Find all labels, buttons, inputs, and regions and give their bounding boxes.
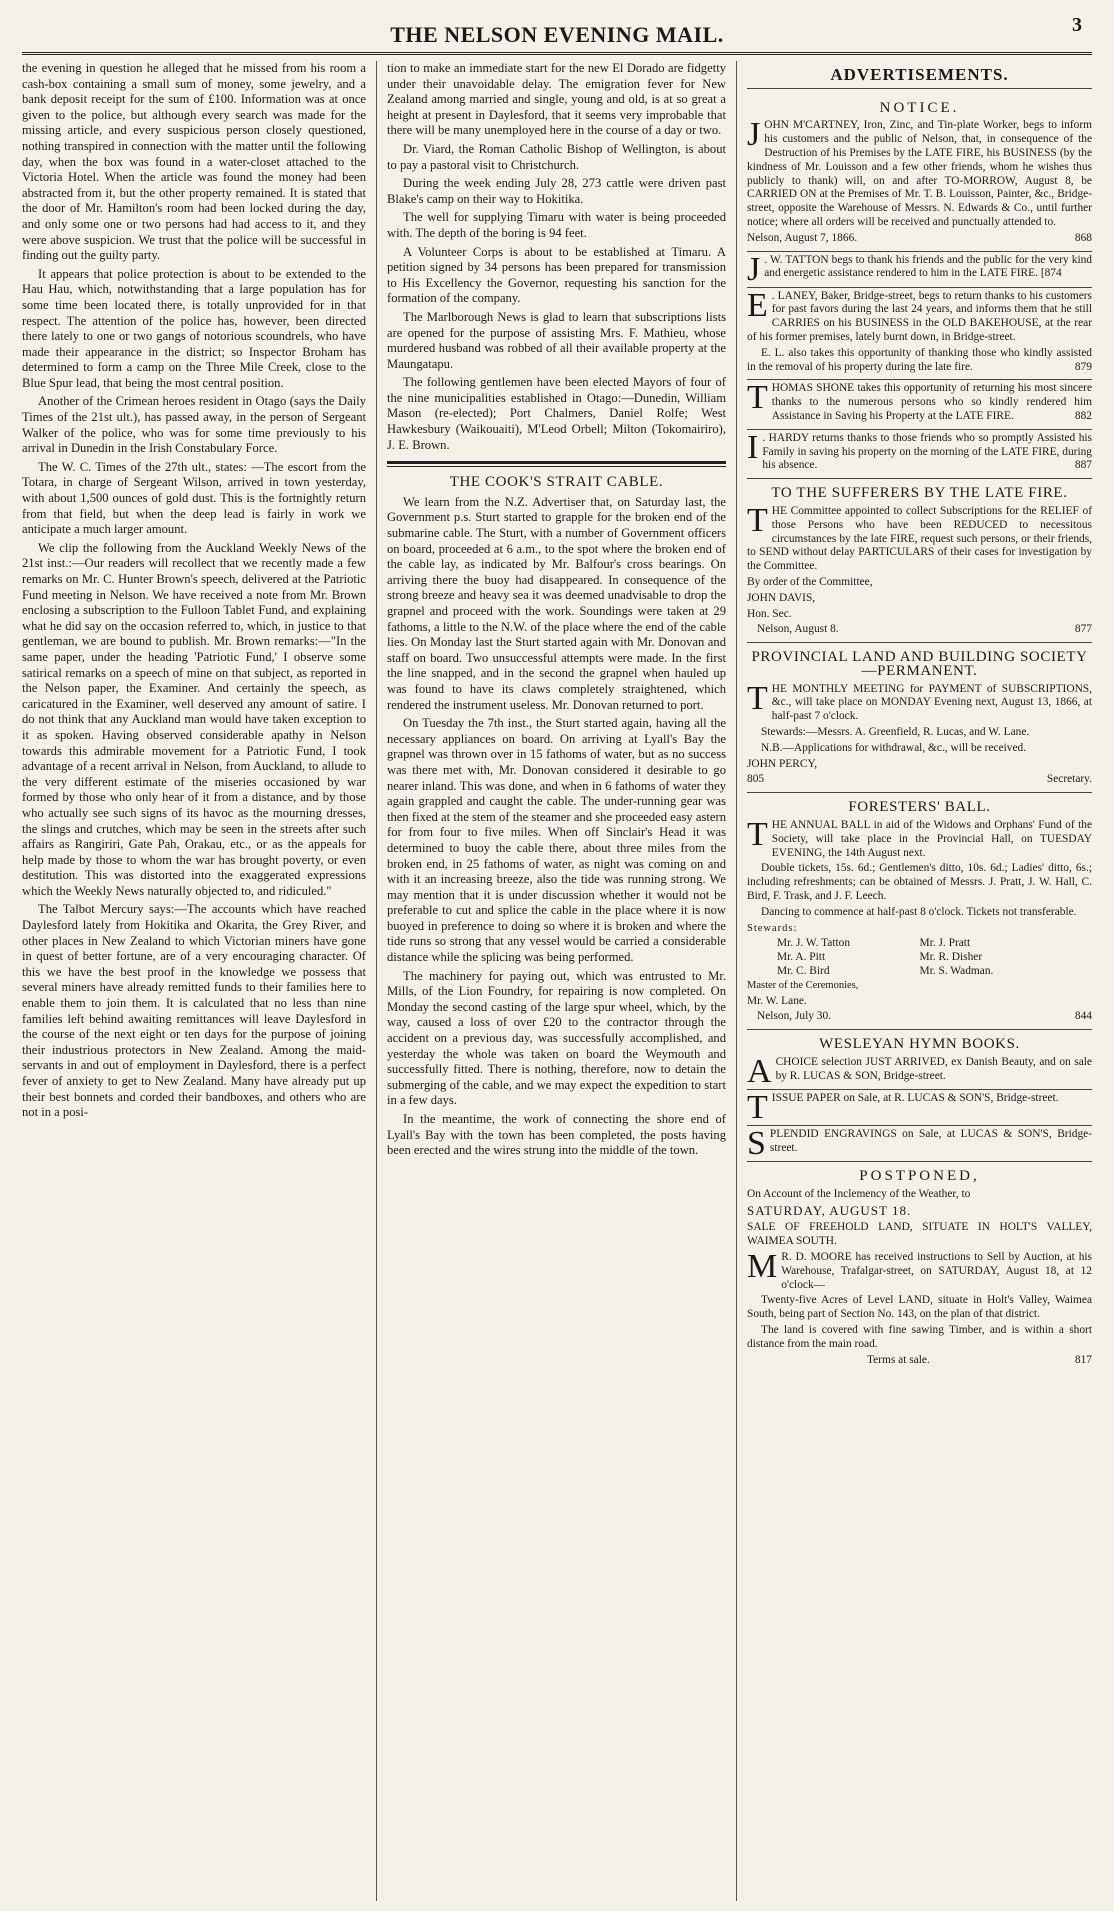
masthead-title: THE NELSON EVENING MAIL. bbox=[390, 22, 724, 47]
ad-number: [874 bbox=[1040, 267, 1062, 280]
ad-engravings bbox=[747, 1126, 1092, 1162]
steward-name: Mr. S. Wadman. bbox=[919, 965, 994, 978]
column-3-advertisements bbox=[737, 61, 1092, 1901]
drop-cap: E bbox=[747, 286, 768, 324]
ad-signature: JOHN PERCY, bbox=[747, 757, 818, 770]
ad-tissue-paper bbox=[747, 1090, 1092, 1126]
ad-heading: PROVINCIAL LAND AND BUILDING SOCIETY—PERMANENT. bbox=[751, 649, 1088, 679]
ad-number: 887 bbox=[1074, 459, 1092, 472]
page-number: 3 bbox=[1072, 14, 1082, 36]
ad-lot: Twenty-five Acres of Level LAND, situate in Holt's Valley, Waimea South, being part of Section No. 143, on the plan of that district. bbox=[747, 1294, 1092, 1321]
ad-text: . LANEY, Baker, Bridge-street, begs to return thanks to his customers for past favors during the last 24 years, and informs them that he still CARRIES on his BUSINESS in the OLD BAKEHOUSE, at the rear of his former premises, lately burnt down, in Bridge-street. bbox=[747, 289, 1092, 343]
ad-role: Hon. Sec. bbox=[747, 607, 792, 620]
ad-subheading: On Account of the Inclemency of the Weather, to bbox=[747, 1187, 971, 1200]
ad-tickets: Double tickets, 15s. 6d.; Gentlemen's ditto, 10s. 6d.; Ladies' ditto, 6s.; including refreshments; can be obtained of Messrs. J. Pratt, J. W. Hall, C. Bird, F. Trask, and J. F. Leech. bbox=[747, 862, 1092, 903]
article-paragraph: The well for supplying Timaru with water is being proceeded with. The depth of the boring is 94 feet. bbox=[387, 210, 726, 240]
drop-cap: A bbox=[747, 1053, 772, 1091]
ad-text: ISSUE PAPER on Sale, at R. LUCAS & SON'S, Bridge-street. bbox=[771, 1092, 1059, 1105]
ad-heading: WESLEYAN HYMN BOOKS. bbox=[819, 1036, 1020, 1053]
ad-stewards: Stewards:—Messrs. A. Greenfield, R. Lucas, and W. Lane. bbox=[761, 726, 1030, 739]
drop-cap: S bbox=[747, 1125, 766, 1163]
drop-cap: I bbox=[747, 428, 759, 466]
article-paragraph: The Talbot Mercury says:—The accounts which have reached Daylesford lately from Hokitika and Okarita, the Grey River, and other places in New Zealand to which Victorian miners have gone in quest of better fortune, are of a very encouraging character. Of this we have the best proof in the knowledge we possess that several miners have already remitted funds to their families here to enable them to join them. It is calculated that no less than nine families left behind awaiting remittances will leave Daylesford in the course of the next eight or ten days for the purpose of joining their industrious protectors in New Zealand. Among the maid-servants in and out of employment in Daylesford, there is a perfect fever of anxiety to get to New Zealand. Many have already put up their best bonnets and corded their bandboxes, and others who are not in a posi- bbox=[22, 902, 366, 1120]
ad-role: Secretary. bbox=[1046, 773, 1092, 786]
ad-text: HOMAS SHONE takes this opportunity of returning his most sincere thanks to the numerous persons who so kindly rendered him Assistance in Saving his Property at the LATE FIRE. bbox=[771, 382, 1092, 422]
advertisements-heading: ADVERTISEMENTS. bbox=[830, 65, 1009, 84]
ad-text: R. D. MOORE has received instructions to Sell by Auction, at his Warehouse, Trafalgar-street, on SATURDAY, August 18, at 12 o'clock— bbox=[781, 1251, 1092, 1291]
ad-number: 817 bbox=[1074, 1353, 1092, 1366]
article-paragraph: During the week ending July 28, 273 cattle were driven past Blake's camp on their way to Hokitika. bbox=[387, 176, 726, 206]
ad-dancing: Dancing to commence at half-past 8 o'clock. Tickets not transferable. bbox=[761, 905, 1077, 918]
steward-name: Mr. A. Pitt bbox=[777, 951, 826, 964]
ad-date: SATURDAY, AUGUST 18. bbox=[747, 1202, 912, 1218]
ad-number: 805 bbox=[747, 773, 765, 786]
column-2 bbox=[377, 61, 737, 1901]
ad-signature: JOHN DAVIS, bbox=[747, 591, 816, 604]
notice-heading: NOTICE. bbox=[879, 99, 960, 116]
ad-text: HE MONTHLY MEETING for PAYMENT of SUBSCRIPTIONS, &c., will take place on MONDAY Evening next, August 13, 1866, at half-past 7 o'clock. bbox=[771, 682, 1092, 723]
ad-sale-title: SALE OF FREEHOLD LAND, SITUATE IN HOLT'S VALLEY, WAIMEA SOUTH. bbox=[747, 1221, 1092, 1248]
ad-heading: FORESTERS' BALL. bbox=[848, 799, 991, 816]
article-paragraph: On Tuesday the 7th inst., the Sturt started again, having all the necessary appliances on board. On arriving at Lyall's Bay the grapnel was thrown over in 15 fathoms of water, but as no success was there met with, Mr. Donovan considered it desirable to go nearer inland. This was done, and when in 6 fathoms of water they again grappled and caught the cable. The under-running gear was then fixed at the stem of the steamer and she proceeded easy astern for from four to five miles. When off Sinclair's Head it was determined to buoy the cable there, about three miles from the broken end, in 25 fathoms of water, as night was coming on and with it an increasing breeze, also the tide was running strong. We may mention that it is under discussion whether it would not be preferable to cut and splice the cable in the place where it is now buoyed in preference to doing so where it is broken and where the tide runs so strong that any vessel would be carried a considerable distance while the splicing was being performed. bbox=[387, 716, 726, 965]
drop-cap: T bbox=[747, 1089, 768, 1127]
article-paragraph: The W. C. Times of the 27th ult., states: —The escort from the Totara, in charge of Sergeant Wilson, arrived in town yesterday, with about 1,500 ounces of gold dust. This is the fortnightly return from that field, but when the deep lead is fairly in work we anticipate a much larger amount. bbox=[22, 459, 366, 537]
ad-laney bbox=[747, 288, 1092, 381]
stewards-list bbox=[747, 937, 1092, 978]
article-paragraph: We learn from the N.Z. Advertiser that, on Saturday last, the Government p.s. Sturt started to grapple for the broken end of the submarine cable. The Sturt, with a number of Government officers on board, proceeded at 6 a.m., to the spot where the broken end of the cable lay, as indicated by Mr. Balfour's cross bearings. On arriving there the buoy had disappeared. In consequence of the strong breeze and heavy sea it was deemed unadvisable to drop the grapnel and proceed with the work. Soundings were taken at 29 fathoms, a little to the N.W. of the place where the end of the cable lies. On Monday last the Sturt started again with Mr. Donovan and staff on board. Two unsuccessful attempts were made. In the first the line snapped, and in the second the grapnel when hauled up was found to have its claws completely straightened, which rendered the instrument useless. Mr. Donovan returned to port. bbox=[387, 494, 726, 712]
columns bbox=[22, 61, 1092, 1901]
cable-heading: THE COOK'S STRAIT CABLE. bbox=[449, 474, 664, 491]
ad-tatton bbox=[747, 252, 1092, 288]
drop-cap: J bbox=[747, 250, 761, 288]
ad-text: HE Committee appointed to collect Subscriptions for the RELIEF of those Persons who have been REDUCED to necessitous circumstances by the late FIRE, request such persons, or their friends, to SEND without delay PARTICULARS of their cases for investigation by the Committee. bbox=[747, 504, 1092, 573]
ad-wesleyan bbox=[747, 1030, 1092, 1090]
drop-cap: M bbox=[747, 1248, 778, 1285]
steward-name: Mr. C. Bird bbox=[777, 965, 830, 978]
ad-note: N.B.—Applications for withdrawal, &c., will be received. bbox=[761, 741, 1027, 754]
stewards-label: Stewards: bbox=[747, 922, 798, 934]
ad-text: OHN M'CARTNEY, Iron, Zinc, and Tin-plate Worker, begs to inform his customers and the public of Nelson, that, in consequence of the Destruction of his Premises by the LATE FIRE, his BUSINESS (by the kindness of Mr. Louisson and a few other friends, whom he wishes thus publicly to thank) will, on and after TO-MORROW, August 8, be CARRIED ON at the Premises of Mr. T. B. Louisson, Painter, &c., Bridge-street, opposite the Warehouse of Messrs. N. Edwards & Co., until further notice; where all orders will be received and punctually attended to. bbox=[747, 119, 1092, 228]
ad-sufferers bbox=[747, 479, 1092, 643]
drop-cap: T bbox=[747, 501, 768, 539]
master-label: Master of the Ceremonies, bbox=[747, 979, 859, 991]
article-paragraph: The Marlborough News is glad to learn that subscriptions lists are opened for the purpose of assisting Mrs. F. Mathieu, whose murdered husband was robbed of all their available property at the Maungatapu. bbox=[387, 309, 726, 371]
ad-number: 879 bbox=[1074, 360, 1092, 373]
ad-number: 844 bbox=[1074, 1010, 1092, 1023]
ad-heading: TO THE SUFFERERS BY THE LATE FIRE. bbox=[771, 485, 1068, 502]
steward-name: Mr. R. Disher bbox=[919, 951, 983, 964]
column-1 bbox=[22, 61, 377, 1901]
ad-number: 882 bbox=[1074, 409, 1092, 422]
drop-cap: T bbox=[747, 816, 768, 854]
drop-cap: T bbox=[747, 379, 768, 417]
ad-text: CHOICE selection JUST ARRIVED, ex Danish Beauty, and on sale by R. LUCAS & SON, Bridge-street. bbox=[775, 1056, 1092, 1082]
ad-text: . HARDY returns thanks to those friends who so promptly Assisted his Family in saving his property on the morning of the LATE FIRE, during his absence. bbox=[762, 431, 1092, 472]
ad-timber: The land is covered with fine sawing Timber, and is within a short distance from the main road. bbox=[747, 1323, 1092, 1350]
ad-text: PLENDID ENGRAVINGS on Sale, at LUCAS & SON'S, Bridge-street. bbox=[769, 1128, 1092, 1154]
article-paragraph: the evening in question he alleged that he missed from his room a cash-box containing a small sum of money, some jewelry, and a bank deposit receipt for the sum of £100. Information was at once given to the police, but although every search was made for the missing article, and every suspicious person closely questioned, nothing transpired in connection with the matter until the following day, when the box was found in a water-closet attached to the Victoria Hotel. When the article was found the money had been abstracted from it, but the other property remained. It is stated that the door of Mr. Hamilton's room had been locked during the day, and only some one or two persons had had access to it, and they were above suspicion. We trust that the police will be successful in finding out the guilty party. bbox=[22, 61, 366, 263]
master-name: Mr. W. Lane. bbox=[747, 994, 807, 1007]
ad-provincial bbox=[747, 643, 1092, 793]
ad-date: Nelson, August 7, 1866. bbox=[747, 231, 858, 244]
ad-text: E. L. also takes this opportunity of thanking those who kindly assisted in the removal of his property during the late fire. bbox=[747, 346, 1092, 373]
ad-date: Nelson, August 8. bbox=[757, 623, 839, 636]
article-paragraph: A Volunteer Corps is about to be established at Timaru. A petition signed by 34 persons has been prepared for transmission to His Excellency the Governor, requesting his sanction for the formation of the company. bbox=[387, 244, 726, 306]
section-rule bbox=[387, 461, 726, 467]
ad-terms: Terms at sale. bbox=[867, 1353, 930, 1366]
article-paragraph: Dr. Viard, the Roman Catholic Bishop of Wellington, is about to pay a pastoral visit to Christchurch. bbox=[387, 141, 726, 172]
ad-hardy bbox=[747, 430, 1092, 479]
steward-name: Mr. J. W. Tatton bbox=[777, 937, 851, 950]
ad-number: 868 bbox=[1074, 231, 1092, 244]
article-paragraph: Another of the Crimean heroes resident in Otago (says the Daily Times of the 21st ult.), has passed away, in the person of Sergeant Walker of the police, who was for some time previously to his arrival in Dunedin in the Irish Constabulary Force. bbox=[22, 394, 366, 456]
ad-number: 877 bbox=[1074, 623, 1092, 636]
divider bbox=[747, 88, 1092, 89]
ad-text: HE ANNUAL BALL in aid of the Widows and Orphans' Fund of the Society, will take place in the Provincial Hall, on TUESDAY EVENING, the 14th August next. bbox=[771, 819, 1092, 859]
ad-mcartney bbox=[747, 94, 1092, 252]
article-paragraph: We clip the following from the Auckland Weekly News of the 21st inst.:—Our readers will recollect that we recently made a few remarks on Mr. C. Hunter Brown's speech, delivered at the Patriotic Fund meeting in Nelson. We have received a note from Mr. Brown enclosing a subscription to the Fulloon Tablet Fund, and explaining what he did say on the occasion referred to, which, in justice to that gentleman, we are bound to publish. Mr. Brown remarks:—"In the same paper, under the heading 'Patriotic Fund,' I observe some satirical remarks on a speech of mine on that subject, as reported in the Nelson paper, the Examiner. And certainly the speech, as caricatured in the Examiner, well deserved any amount of satire. I do not think that any Auckland man would have taken exception to it as spoken. Having observed considerable apathy in Nelson towards this admirable movement for a Patriotic Fund, I took advantage of a recent arrival in Nelson, from Auckland, to allude to the very different estimate of the miseries occasioned by war formed by those who only hear of it from a distance, and by those who actually see such signs of its havoc as the mourning dresses, the slings and crutches, which may be seen in the streets after such affairs as Rangiriri, Gate Pah, Orakau, etc., or as the appeals for help made by those to whom the war has brought poverty, or even destitution. This was distorted into the exaggerated expressions which the Weekly News naturally objected to, and ridiculed." bbox=[22, 540, 366, 898]
ad-postponed bbox=[747, 1162, 1092, 1372]
ad-shone bbox=[747, 380, 1092, 429]
article-paragraph: The following gentlemen have been elected Mayors of four of the nine municipalities established in Otago:—Dunedin, William Mason (re-elected); Port Chalmers, Daniel Rolfe; West Hawkesbury (Waikouaiti), M'Leod Orbell; Milton (Tokomairiro), J. E. Brown. bbox=[387, 375, 726, 452]
article-paragraph: The machinery for paying out, which was entrusted to Mr. Mills, of the Lion Foundry, for repairing is now completed. On Monday the second casting of the large spur wheel, which, by the way, caused a loss of over £20 to the contractor through the accident on a previous day, was successfully accomplished, and yesterday the whole was taken on board the Weymouth and successfully fitted. There is nothing, therefore, now to detain the submerging of the cable, and we may expect the expedition to start in a few days. bbox=[387, 968, 726, 1108]
ad-text: . W. TATTON begs to thank his friends and the public for the very kind and energetic assistance rendered to him in the LATE FIRE. bbox=[764, 253, 1092, 280]
article-paragraph: tion to make an immediate start for the new El Dorado are fidgetty under their unavoidable delay. The emigration fever for New Zealand among married and single, young and old, is at so great a height at present in Daylesford, that it seems very improbable that there will be many unemployed here in the course of a day or two. bbox=[387, 61, 726, 138]
masthead-rule bbox=[22, 52, 1092, 55]
article-paragraph: In the meantime, the work of connecting the shore end of Lyall's Bay with the town has been completed, the posts having been erected and the wires strung into the middle of the town. bbox=[387, 1112, 726, 1158]
ad-foresters bbox=[747, 793, 1092, 1030]
steward-name: Mr. J. Pratt bbox=[919, 937, 971, 950]
masthead bbox=[22, 14, 1092, 48]
drop-cap: T bbox=[747, 679, 768, 717]
ad-date: Nelson, July 30. bbox=[757, 1010, 832, 1023]
ad-order: By order of the Committee, bbox=[747, 575, 873, 588]
drop-cap: J bbox=[747, 116, 761, 154]
ad-heading: POSTPONED, bbox=[859, 1168, 980, 1185]
article-paragraph: It appears that police protection is about to be extended to the Hau Hau, which, notwithstanding that a large population has for some time been located there, is totally unprovided for in that respect. The attention of the police has, however, been directed there lately to one or two gangs of notorious scoundrels, who have made their appearance in the district; so Inspector Broham has determined to form a camp on the Three Mile Creek, close to the Blue Spur lead, that being the most central position. bbox=[22, 266, 366, 390]
